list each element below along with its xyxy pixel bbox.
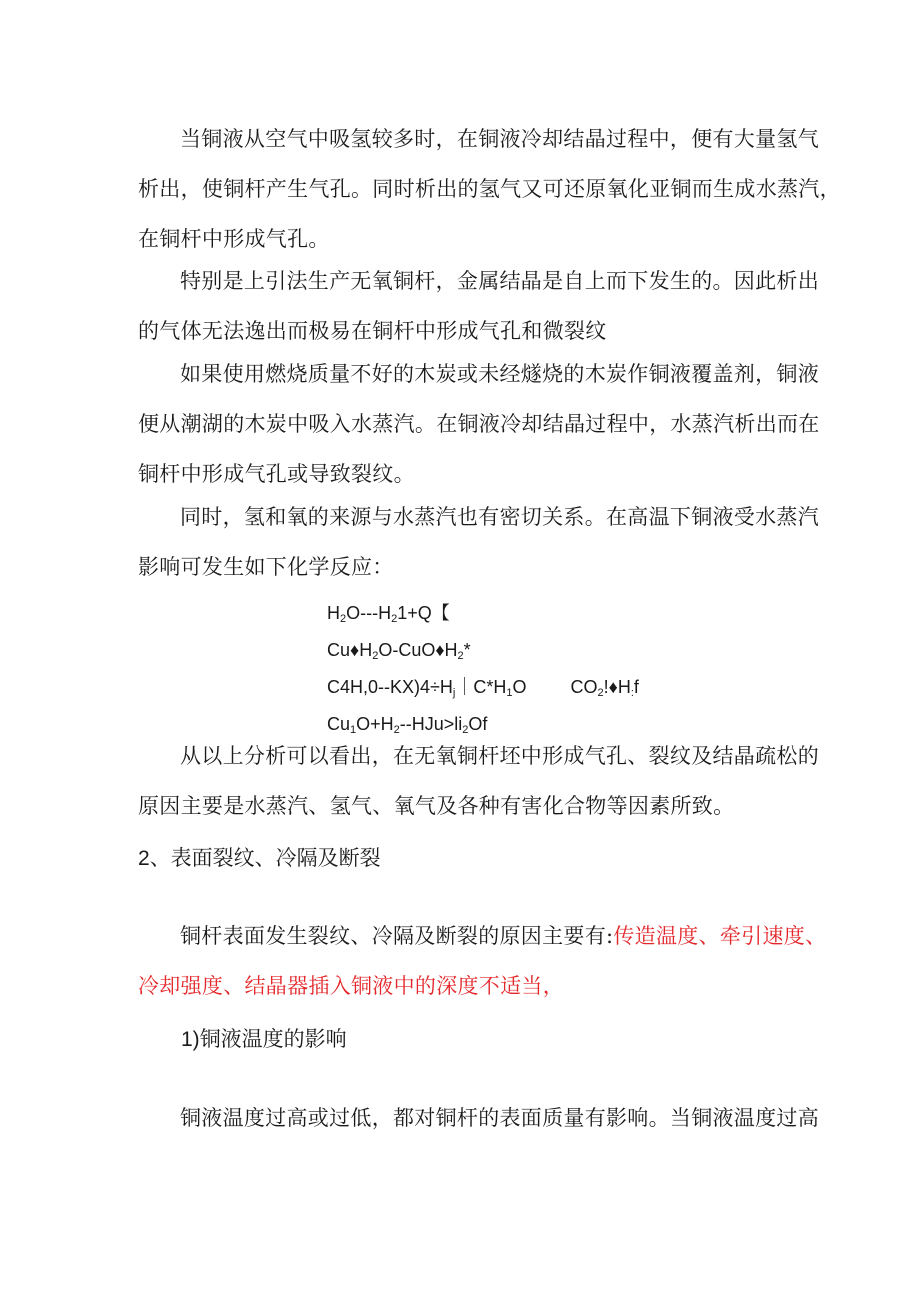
paragraph-surface-defects	[138, 911, 827, 1011]
text-line: 的气体无法逸出而极易在铜杆中形成气孔和微裂纹	[138, 319, 607, 343]
text-line: 便从潮湖的木炭中吸入水蒸汽。在铜液冷却结晶过程中，水蒸汽析出而在	[138, 412, 820, 436]
paragraph-charcoal-cover	[138, 349, 820, 499]
text-line: 析出，使铜杆产生气孔。同时析出的氢气又可还原氧化亚铜而生成水蒸汽，	[138, 177, 841, 201]
text-line: 铜杆表面发生裂纹、冷隔及断裂的原因主要有:传造温度、牵引速度、	[180, 924, 827, 948]
text-line: 铜液温度过高或过低，都对铜杆的表面质量有影响。当铜液温度过高	[180, 1106, 819, 1130]
section-heading: 2、表面裂纹、冷隔及断裂	[138, 846, 381, 870]
text-line: 特别是上引法生产无氧铜杆，金属结晶是自上而下发生的。因此析出	[180, 269, 819, 293]
text-line: 当铜液从空气中吸氢较多时，在铜液冷却结晶过程中，便有大量氢气	[180, 127, 819, 151]
paragraph-upcast-process	[138, 256, 819, 356]
chemical-reactions	[327, 598, 639, 746]
subsection-heading: 1)铜液温度的影响	[181, 1027, 347, 1051]
reaction-formula-4: $Cu_1O+H_2--HJu>li_2Of$	[327, 714, 488, 736]
reaction-formula-2: $Cu♦H_2O-CuO♦H_2*$	[327, 640, 471, 662]
text-line: 同时，氢和氧的来源与水蒸汽也有密切关系。在高温下铜液受水蒸汽	[180, 505, 819, 529]
text-line: 原因主要是水蒸汽、氢气、氧气及各种有害化合物等因素所致。	[138, 794, 735, 818]
text-line: 在铜杆中形成气孔。	[138, 227, 330, 251]
text-line: 从以上分析可以看出，在无氧铜杆坯中形成气孔、裂纹及结晶疏松的	[180, 744, 819, 768]
highlighted-text: 冷却强度、结晶器插入铜液中的深度不适当，	[138, 974, 564, 998]
paragraph-analysis-conclusion	[138, 731, 819, 831]
text-line: 如果使用燃烧质量不好的木炭或未经燧烧的木炭作铜液覆盖剂，铜液	[180, 362, 819, 386]
reaction-formula-3: $C4H,0--KX)4\div H_j|C*H_1O$ $CO_2!♦H_:f$	[327, 677, 639, 699]
paragraph-hydrogen-absorption	[138, 114, 841, 264]
text-line: 影响可发生如下化学反应：	[138, 555, 394, 579]
paragraph-reactions-intro	[138, 492, 819, 592]
highlighted-text: 传造温度、牵引速度、	[613, 924, 827, 948]
paragraph-melt-temperature	[138, 1093, 819, 1143]
text-line: 铜杆中形成气孔或导致裂纹。	[138, 462, 415, 486]
reaction-formula-1: $H_2O---H_21+Q$【	[327, 603, 450, 625]
